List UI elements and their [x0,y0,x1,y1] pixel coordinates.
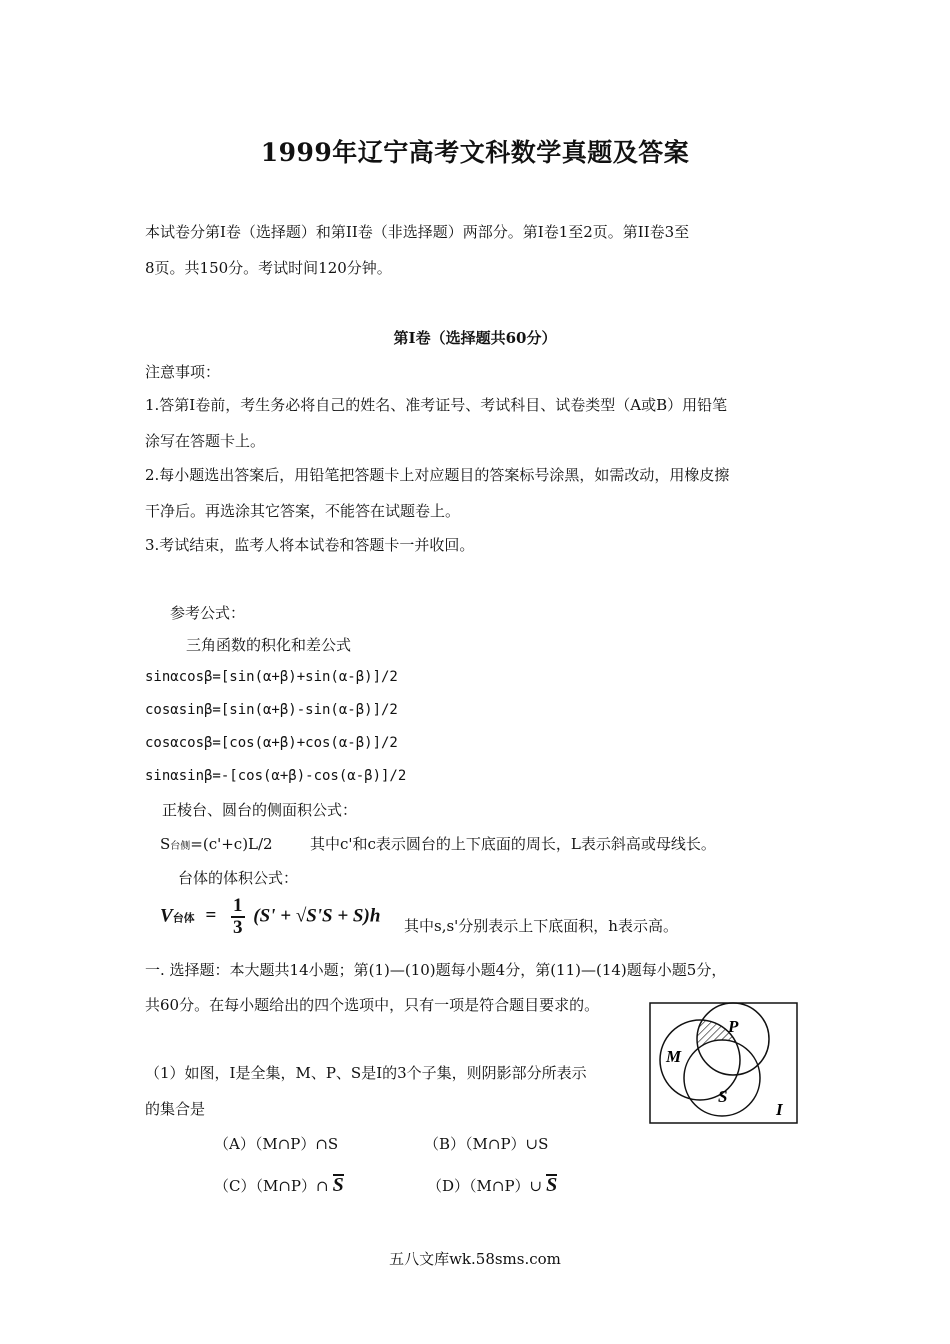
label-s: S [718,1087,728,1106]
question1-line-2: 的集合是 [145,1100,206,1118]
intro-line-2: 8页。共150分。考试时间120分钟。 [145,259,392,277]
lateral-rest: =(c'+c)L/2 [190,835,273,853]
note-1-line-2: 涂写在答题卡上。 [145,432,266,450]
trig-formula-2: cosαsinβ=[sin(α+β)-sin(α-β)]/2 [145,702,398,718]
volume-equals: = [205,905,217,927]
lateral-subscript: 台侧 [170,841,191,852]
volume-description: 其中s,s'分别表示上下底面积，h表示高。 [404,917,678,935]
volume-fraction [231,896,245,938]
option-d-text: （D）（M∩P）∪ [427,1177,543,1195]
volume-heading: 台体的体积公式： [178,869,299,887]
venn-diagram [648,1000,800,1126]
option-c-text: （C）（M∩P）∩ [214,1177,329,1195]
option-c [214,1174,344,1196]
part1-line-2: 共60分。在每小题给出的四个选项中，只有一项是符合题目要求的。 [145,996,600,1014]
reference-heading: 参考公式： [170,604,246,622]
volume-fraction-numerator: 1 [233,895,243,916]
lateral-s: S [160,835,171,853]
lateral-area-heading: 正棱台、圆台的侧面积公式： [162,801,358,819]
option-a: （A）（M∩P）∩S [214,1135,339,1153]
label-m: M [666,1047,682,1066]
label-p: P [728,1017,739,1036]
trig-formula-1: sinαcosβ=[sin(α+β)+sin(α-β)]/2 [145,669,398,685]
option-b: （B）（M∩P）∪S [424,1135,549,1153]
volume-fraction-denominator: 3 [233,917,243,938]
note-1-line-1: 1.答第I卷前，考生务必将自己的姓名、准考证号、考试科目、试卷类型（A或B）用铅笔 [145,396,728,414]
page-title: 1999年辽宁高考文科数学真题及答案 [260,138,690,167]
volume-subscript: 台体 [172,912,195,925]
lateral-area-description: 其中c'和c表示圆台的上下底面的周长，L表示斜高或母线长。 [310,835,716,853]
note-3: 3.考试结束，监考人将本试卷和答题卡一并收回。 [145,536,475,554]
option-d [427,1174,557,1196]
trig-formula-3: cosαcosβ=[cos(α+β)+cos(α-β)]/2 [145,735,398,751]
label-i: I [776,1100,783,1119]
option-d-s-complement: S [546,1174,558,1196]
volume-v: V [160,905,173,927]
volume-formula [160,896,380,938]
option-c-s-complement: S [332,1174,344,1196]
part1-line-1: 一. 选择题：本大题共14小题；第(1)—(10)题每小题4分，第(11)—(14)题每小题5分， [145,961,727,979]
notes-heading: 注意事项： [145,363,221,381]
trig-heading: 三角函数的积化和差公式 [186,636,352,654]
section-heading: 第I卷（选择题共60分） [393,329,557,347]
volume-expression: (S' + √S'S + S)h [253,905,381,927]
trig-formula-4: sinαsinβ=-[cos(α+β)-cos(α-β)]/2 [145,768,407,784]
note-2-line-2: 干净后。再选涂其它答案，不能答在试题卷上。 [145,502,461,520]
footer-text: 五八文库wk.58sms.com [389,1250,561,1268]
lateral-area-formula [160,834,273,857]
intro-line-1: 本试卷分第I卷（选择题）和第II卷（非选择题）两部分。第I卷1至2页。第II卷3至 [145,223,690,241]
question1-line-1: （1）如图，I是全集，M、P、S是I的3个子集，则阴影部分所表示 [145,1064,587,1082]
note-2-line-1: 2.每小题选出答案后，用铅笔把答题卡上对应题目的答案标号涂黑，如需改动，用橡皮擦 [145,466,730,484]
